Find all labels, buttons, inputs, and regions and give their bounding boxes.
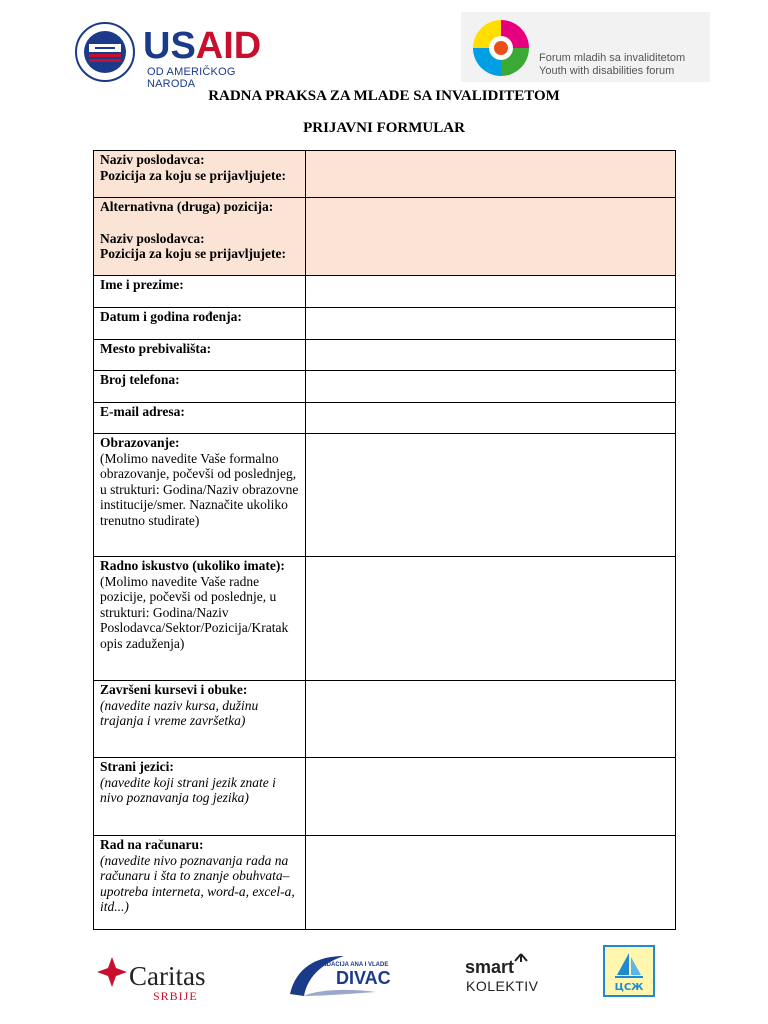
email-field[interactable] — [306, 403, 676, 434]
phone-label: Broj telefona: — [94, 371, 306, 403]
dob-field[interactable] — [306, 308, 676, 340]
form-label-cell — [94, 198, 306, 276]
divac-wordmark: DIVAC — [336, 968, 391, 988]
name-label: Ime i prezime: — [94, 276, 306, 308]
courses-label: Završeni kursevi i obuke: — [100, 682, 248, 697]
usaid-subtitle: OD AMERIČKOG NARODA — [147, 66, 236, 90]
form-row-languages — [94, 758, 676, 836]
alt-position-sub-label: Pozicija za koju se prijavljujete: — [100, 246, 286, 261]
caritas-cross-icon — [95, 955, 129, 989]
application-form-table — [93, 150, 676, 930]
form-row-email — [94, 403, 676, 434]
caritas-logo — [95, 955, 205, 1005]
form-label-cell — [94, 151, 306, 198]
forum-logo — [461, 12, 710, 82]
form-label-cell — [94, 557, 306, 681]
computer-label: Rad na računaru: — [100, 837, 204, 852]
education-hint: (Molimo navedite Vaše formalno obrazovanje, počevši od poslednjeg, u strukturi: Godina/Naziv obrazovne institucije/smer. Naznačite ukoliko trenutno studirate) — [100, 450, 299, 528]
form-row-computer — [94, 836, 676, 930]
form-row-courses — [94, 681, 676, 758]
form-row-residence — [94, 340, 676, 371]
form-row-education — [94, 434, 676, 557]
divac-foundation-name: FONDACIJA ANA I VLADE — [314, 962, 389, 968]
form-row-name — [94, 276, 676, 308]
computer-hint: (navedite nivo poznavanja rada na računaru i šta to znanje obuhvata– upotreba interneta, word-a, excel-a, itd...) — [100, 852, 295, 914]
courses-field[interactable] — [306, 681, 676, 758]
caritas-subtitle: SRBIJE — [153, 989, 198, 1003]
computer-field[interactable] — [306, 836, 676, 930]
form-row-work — [94, 557, 676, 681]
work-field[interactable] — [306, 557, 676, 681]
employer-label: Naziv poslodavca: — [100, 152, 205, 167]
forum-name-local: Forum mladih sa invaliditetom — [539, 52, 686, 64]
usaid-seal-icon — [75, 22, 135, 82]
document-subtitle: PRIJAVNI FORMULAR — [303, 120, 465, 136]
usaid-logo — [75, 22, 285, 90]
smart-subtitle: KOLEKTIV — [466, 978, 539, 994]
residence-field[interactable] — [306, 340, 676, 371]
form-label-cell — [94, 758, 306, 836]
employer-position-field[interactable] — [306, 151, 676, 198]
work-label: Radno iskustvo (ukoliko imate): — [100, 558, 285, 573]
languages-hint: (navedite koji strani jezik znate i nivo poznavanja tog jezika) — [100, 774, 276, 805]
form-label-cell — [94, 681, 306, 758]
languages-field[interactable] — [306, 758, 676, 836]
divac-foundation-logo — [286, 950, 390, 1000]
form-row-employer — [94, 151, 676, 198]
usaid-wordmark: USAID — [143, 25, 262, 67]
smart-spark-icon — [513, 953, 529, 963]
phone-field[interactable] — [306, 371, 676, 403]
forum-globe-icon — [471, 18, 531, 78]
smart-kolektiv-logo — [465, 953, 545, 997]
dob-label: Datum i godina rođenja: — [94, 308, 306, 340]
alt-employer-label: Naziv poslodavca: — [100, 230, 205, 246]
name-field[interactable] — [306, 276, 676, 308]
csj-wordmark: ЦСЖ — [614, 982, 644, 993]
work-hint: (Molimo navedite Vaše radne pozicije, počevši od poslednje, u strukturi: Godina/Naziv Poslodavca/Sektor/Pozicija/Kratak opis zaduženja) — [100, 573, 289, 651]
form-row-dob — [94, 308, 676, 340]
email-label: E-mail adresa: — [94, 403, 306, 434]
document-title: RADNA PRAKSA ZA MLADE SA INVALIDITETOM — [208, 88, 560, 104]
residence-label: Mesto prebivališta: — [94, 340, 306, 371]
education-field[interactable] — [306, 434, 676, 557]
education-label: Obrazovanje: — [100, 435, 180, 450]
form-label-cell — [94, 434, 306, 557]
languages-label: Strani jezici: — [100, 759, 174, 774]
alt-position-label: Alternativna (druga) pozicija: — [100, 199, 274, 214]
smart-wordmark: smart — [465, 957, 515, 977]
form-label-cell — [94, 836, 306, 930]
forum-name — [539, 52, 685, 78]
alt-position-field[interactable] — [306, 198, 676, 276]
sailboat-icon — [613, 951, 645, 981]
csj-logo — [603, 945, 655, 997]
forum-name-english: Youth with disabilities forum — [539, 65, 675, 77]
form-row-alt-position — [94, 198, 676, 276]
form-row-phone — [94, 371, 676, 403]
caritas-wordmark: Caritas — [129, 961, 206, 991]
courses-hint: (navedite naziv kursa, dužinu trajanja i vreme završetka) — [100, 697, 259, 728]
position-label: Pozicija za koju se prijavljujete: — [100, 167, 286, 183]
